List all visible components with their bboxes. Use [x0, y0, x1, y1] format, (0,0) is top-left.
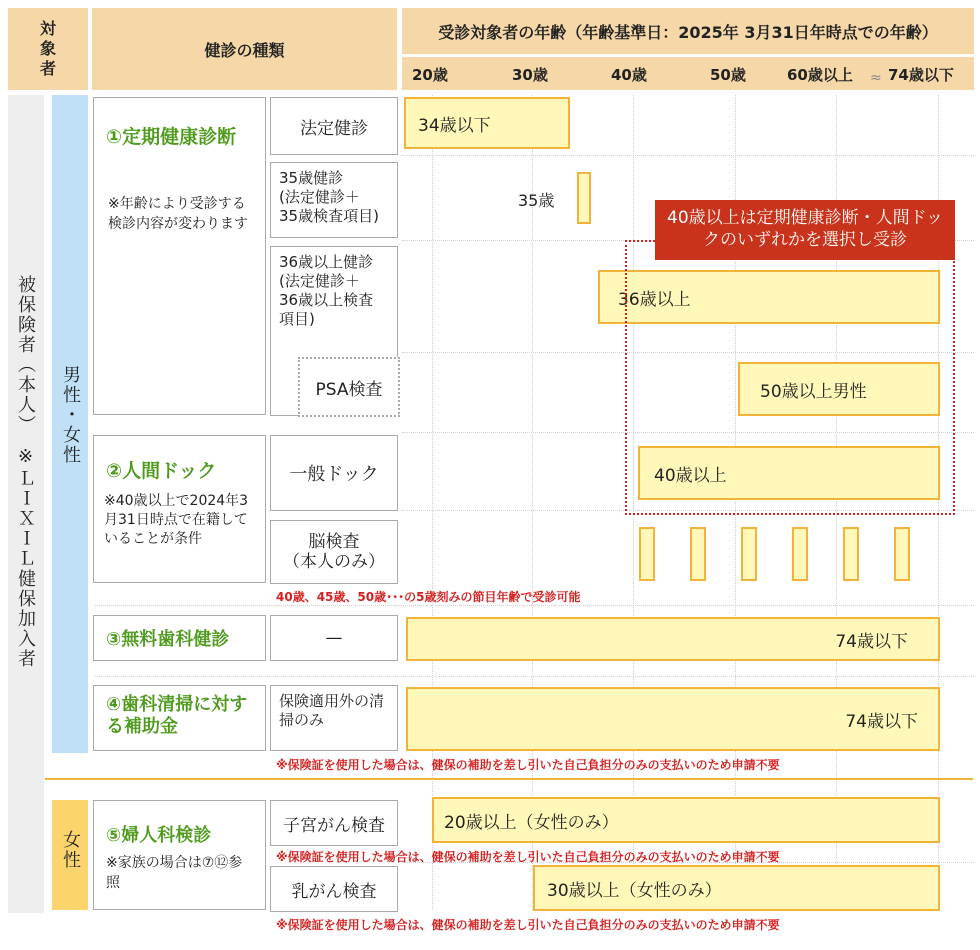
gyn-note-2: ※保険証を使用した場合は、健保の補助を差し引いた自己負担分のみの支払いのため申請不要 — [276, 918, 780, 932]
tick-20: 20歳 — [412, 66, 448, 84]
dock-note: ※40歳以上で2024年3月31日時点で在籍していることが条件 — [104, 493, 249, 547]
bar-brain-50 — [741, 527, 757, 581]
exam-dental: — — [270, 615, 398, 661]
grid-line — [95, 676, 974, 677]
dock-title: ②人間ドック — [106, 460, 217, 482]
grid-line — [532, 95, 533, 910]
teiki-title: ①定期健康診断 — [106, 126, 237, 148]
teiki-note: ※年齢により受診する検診内容が変わります — [108, 196, 248, 232]
bar-general-dock: 40歳以上 — [638, 446, 940, 500]
bar-uterus: 20歳以上（女性のみ） — [432, 797, 940, 843]
cleaning-title-cell — [93, 685, 266, 751]
exam-35: 35歳健診 (法定健診＋ 35歳検査項目) — [270, 162, 398, 238]
exam-uterus: 子宮がん検査 — [270, 800, 398, 846]
bar-breast: 30歳以上（女性のみ） — [533, 865, 940, 911]
axis-break-icon: ≈ — [870, 70, 882, 86]
dock-title-cell — [93, 435, 266, 583]
bar-brain-65 — [894, 527, 910, 581]
exam-cleaning: 保険適用外の清掃のみ — [270, 685, 398, 751]
bar-35-label: 35歳 — [518, 191, 555, 210]
bar-brain-45 — [690, 527, 706, 581]
insured-label: 被保険者（本人） ※ＬＩＸＩＬ健保加入者 — [15, 275, 36, 669]
bar-dental: 74歳以下 — [406, 617, 940, 661]
exam-houtei: 法定健診 — [270, 97, 398, 155]
exam-psa: PSA検査 — [298, 357, 400, 417]
bar-brain-60 — [843, 527, 859, 581]
callout-box: 40歳以上は定期健康診断・人間ドックのいずれかを選択し受診 — [655, 200, 955, 260]
exam-breast: 乳がん検査 — [270, 866, 398, 912]
men-women-label: 男性・女性 — [60, 365, 81, 465]
target-header: 対象者 — [8, 8, 88, 90]
gyn-title: ⑤婦人科検診 — [106, 825, 212, 846]
bar-36: 36歳以上 — [598, 270, 940, 324]
tick-30: 30歳 — [512, 66, 548, 84]
dental-title-cell — [93, 615, 266, 661]
bar-psa: 50歳以上男性 — [738, 362, 940, 416]
exam-type-header: 健診の種類 — [92, 8, 397, 90]
tick-74: 74歳以下 — [888, 66, 954, 84]
tick-50: 50歳 — [710, 66, 746, 84]
bar-cleaning: 74歳以下 — [406, 687, 940, 751]
exam-36: 36歳以上健診 (法定健診＋ 36歳以上検査 項目) — [270, 246, 398, 416]
tick-60: 60歳以上 — [787, 66, 853, 84]
bar-brain-55 — [792, 527, 808, 581]
age-header-title: 受診対象者の年齢（年齢基準日：2025年 3月31日年時点での年齢） — [402, 8, 974, 54]
cleaning-note: ※保険証を使用した場合は、健保の補助を差し引いた自己負担分のみの支払いのため申請不要 — [276, 758, 780, 772]
gyn-note-1: ※保険証を使用した場合は、健保の補助を差し引いた自己負担分のみの支払いのため申請不要 — [276, 850, 780, 864]
exam-brain: 脳検査 （本人のみ） — [270, 520, 398, 584]
grid-line — [432, 95, 433, 910]
cleaning-title: ④歯科清掃に対する補助金 — [106, 694, 248, 737]
divider — [45, 778, 973, 780]
bar-houtei: 34歳以下 — [404, 97, 570, 149]
teiki-title-cell — [93, 97, 266, 415]
gyn-title-cell — [93, 800, 266, 910]
grid-line — [402, 155, 974, 156]
tick-40: 40歳 — [611, 66, 647, 84]
bar-brain-40 — [639, 527, 655, 581]
women-label: 女性 — [60, 830, 81, 870]
grid-line — [95, 605, 974, 606]
brain-note: 40歳、45歳、50歳･･･の5歳刻みの節目年齢で受診可能 — [276, 590, 581, 604]
dental-title: ③無料歯科健診 — [106, 629, 230, 650]
bar-35 — [577, 172, 591, 224]
exam-general-dock: 一般ドック — [270, 435, 398, 511]
gyn-note: ※家族の場合は⑦⑫参照 — [106, 855, 243, 891]
